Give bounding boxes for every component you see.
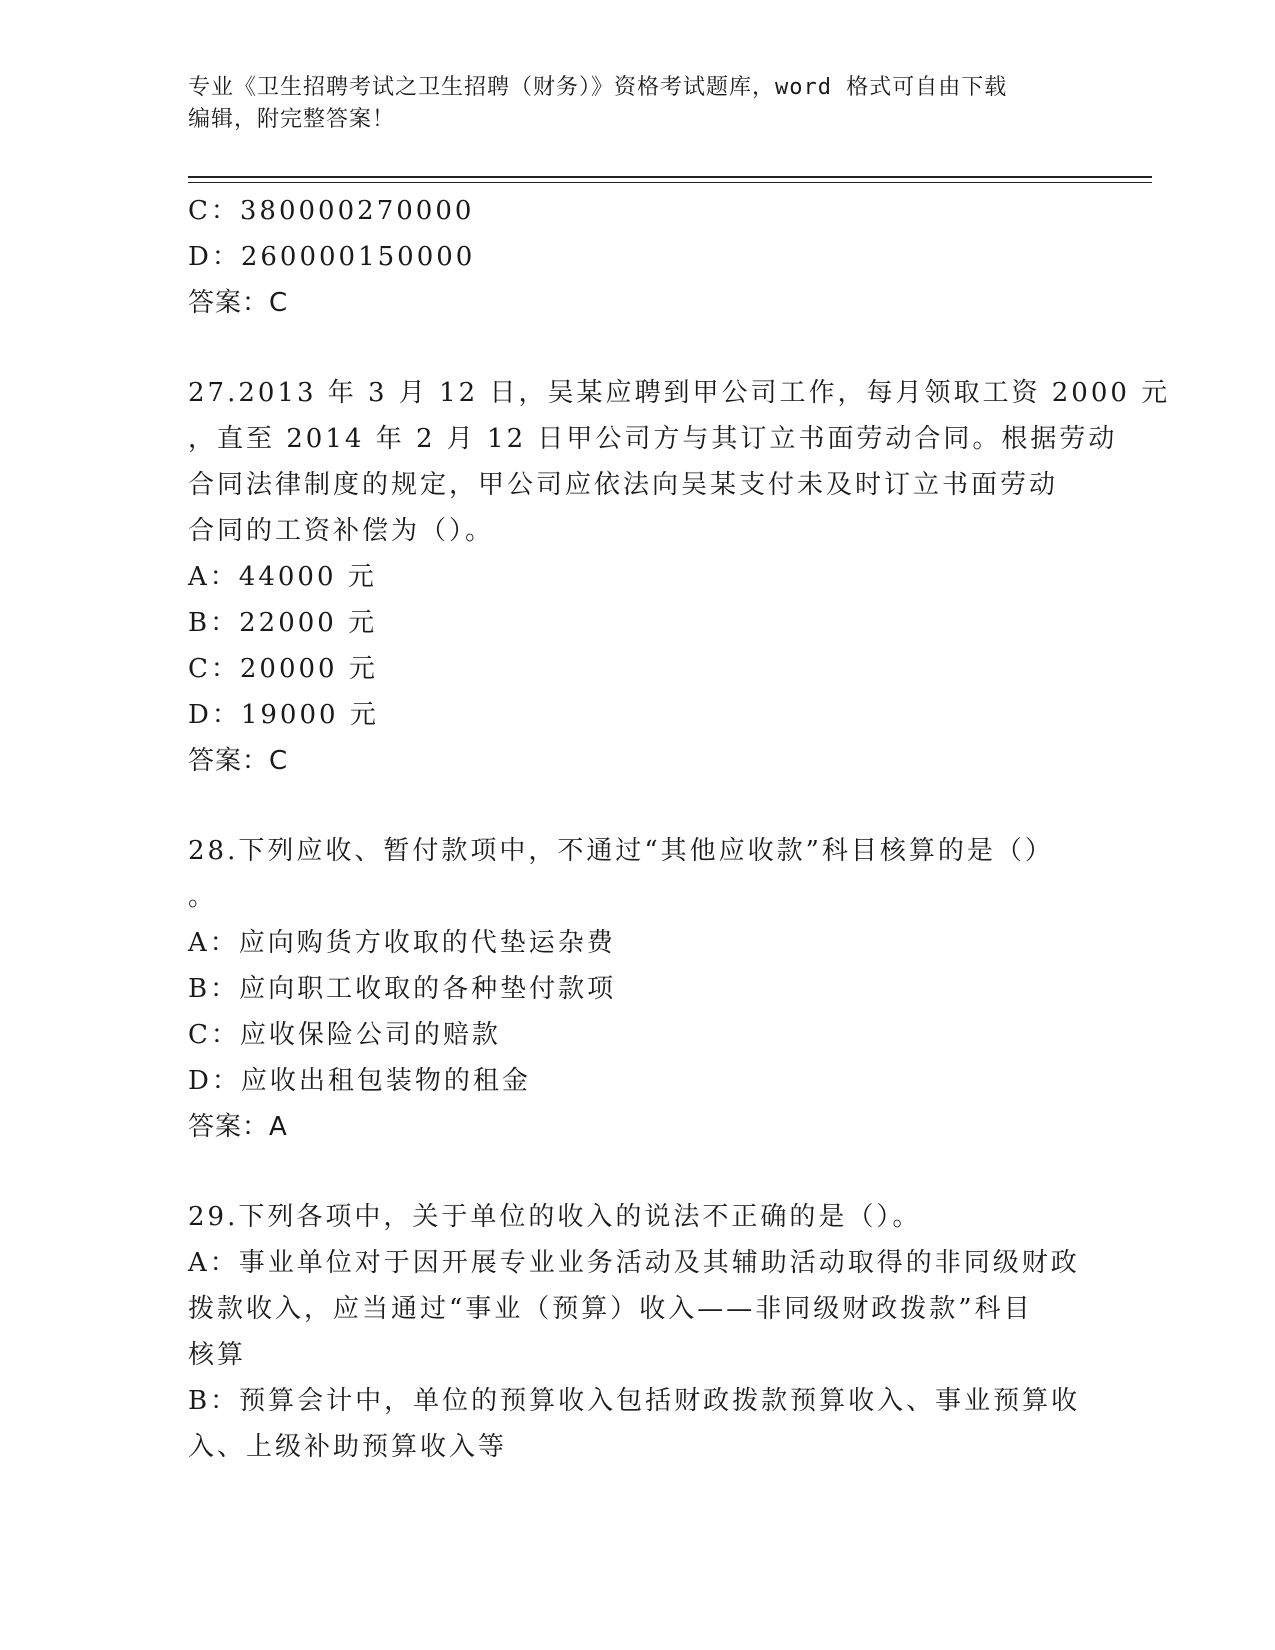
question-text-line: 27.2013 年 3 月 12 日，吴某应聘到甲公司工作，每月领取工资 2000 元 xyxy=(188,378,1171,408)
header-rule-thick xyxy=(188,176,1152,178)
option-d: D：260000150000 xyxy=(188,242,476,272)
option-a: A：44000 元 xyxy=(188,562,377,592)
option-d: D：19000 元 xyxy=(188,700,379,730)
answer-line: 答案：C xyxy=(188,746,289,776)
option-b: B：应向职工收取的各种垫付款项 xyxy=(188,974,617,1004)
question-text-line: ，直至 2014 年 2 月 12 日甲公司方与其订立书面劳动合同。根据劳动 xyxy=(188,424,1118,454)
answer-line: 答案：C xyxy=(188,288,289,318)
question-26 xyxy=(188,188,1088,326)
header-line-2: 编辑，附完整答案！ xyxy=(188,107,396,132)
option-a: A：应向购货方收取的代垫运杂费 xyxy=(188,928,616,958)
option-a-continued: 核算 xyxy=(188,1340,247,1370)
question-text-line: 28.下列应收、暂付款项中，不通过“其他应收款”科目核算的是（） xyxy=(188,836,1054,866)
option-b-continued: 入、上级补助预算收入等 xyxy=(188,1432,508,1462)
header-rule-thin xyxy=(188,182,1152,183)
question-29 xyxy=(188,1194,1088,1470)
question-text-line: 合同法律制度的规定，甲公司应依法向吴某支付未及时订立书面劳动 xyxy=(188,470,1059,500)
question-content xyxy=(188,188,1171,1470)
option-c: C：20000 元 xyxy=(188,654,378,684)
option-c: C：380000270000 xyxy=(188,196,475,226)
option-c: C：应收保险公司的赔款 xyxy=(188,1020,501,1050)
document-header xyxy=(188,72,1088,136)
question-text-line: 。 xyxy=(188,882,218,912)
question-27 xyxy=(188,370,1171,784)
option-a: A：事业单位对于因开展专业业务活动及其辅助活动取得的非同级财政 xyxy=(188,1248,1080,1278)
option-a-continued: 拨款收入，应当通过“事业（预算）收入——非同级财政拨款”科目 xyxy=(188,1294,1033,1324)
option-b: B：22000 元 xyxy=(188,608,378,638)
question-text-line: 29.下列各项中，关于单位的收入的说法不正确的是（）。 xyxy=(188,1202,922,1232)
option-b: B：预算会计中，单位的预算收入包括财政拨款预算收入、事业预算收 xyxy=(188,1386,1081,1416)
question-text-line: 合同的工资补偿为（）。 xyxy=(188,516,495,546)
option-d: D：应收出租包装物的租金 xyxy=(188,1066,531,1096)
header-line-1: 专业《卫生招聘考试之卫生招聘（财务）》资格考试题库，word 格式可自由下载 xyxy=(188,75,1008,100)
question-28 xyxy=(188,828,1088,1150)
answer-line: 答案：A xyxy=(188,1112,288,1142)
